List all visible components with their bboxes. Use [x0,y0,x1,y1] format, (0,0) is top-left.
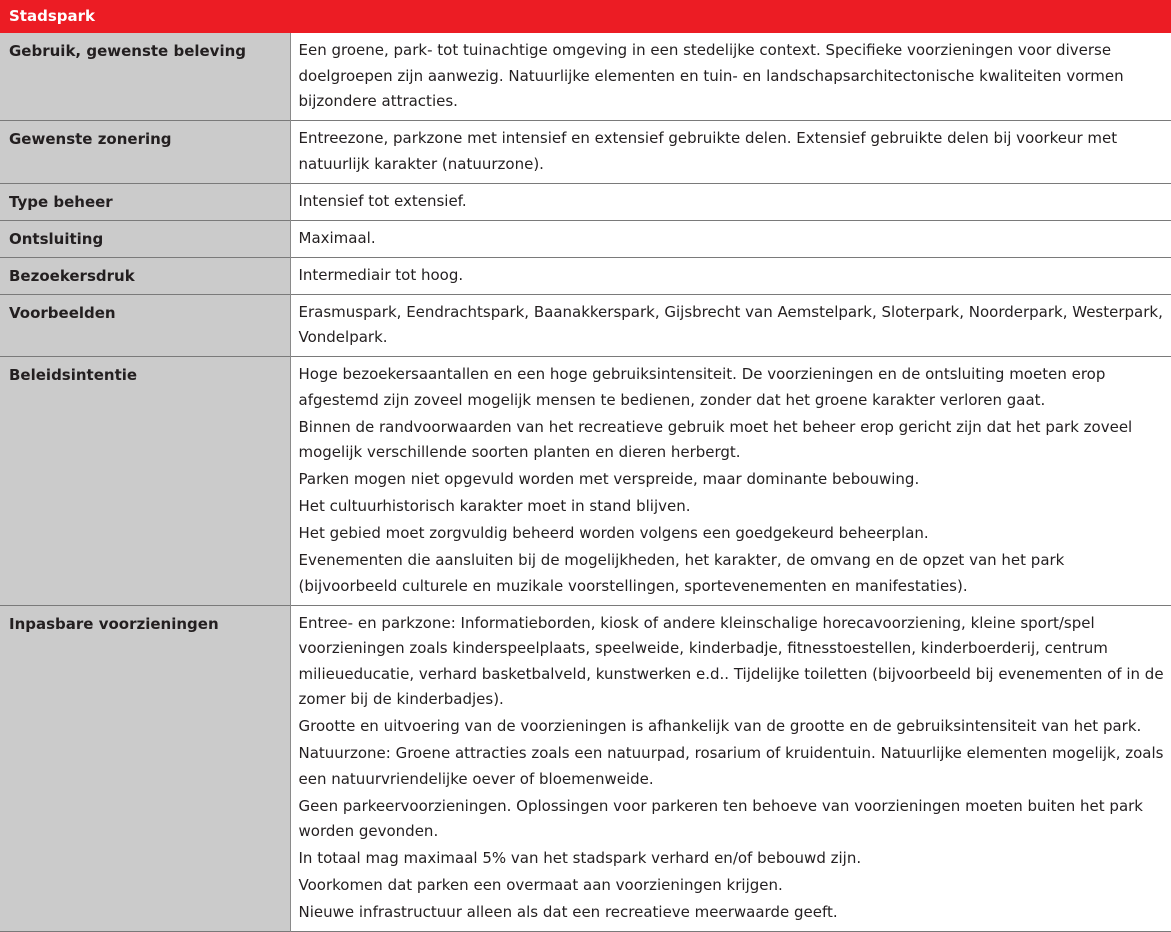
content-paragraph: Natuurzone: Groene attracties zoals een natuurpad, rosarium of kruidentuin. Natuurlijke elementen mogelijk, zoals een natuurvriendelijke oever of bloemenweide. [298,744,1164,788]
row-label: Beleidsintentie [0,357,290,606]
table-title: Stadspark [0,0,1171,33]
row-label: Ontsluiting [0,220,290,257]
row-content [290,257,1171,294]
table-row [0,121,1171,184]
row-content [290,357,1171,606]
table-row [0,294,1171,357]
content-paragraph: Intensief tot extensief. [298,191,467,210]
content-paragraph: Voorkomen dat parken een overmaat aan voorzieningen krijgen. [298,876,783,894]
content-paragraph: Nieuwe infrastructuur alleen als dat een recreatieve meerwaarde geeft. [298,903,838,921]
row-label: Bezoekersdruk [0,257,290,294]
content-paragraph: Een groene, park- tot tuinachtige omgeving in een stedelijke context. Specifieke voorzieningen voor diverse doelgroepen zijn aanwezig. Natuurlijke elementen en tuin- en landschapsarchitectonische kwaliteiten vormen bijzondere attracties. [298,41,1124,110]
row-label: Type beheer [0,183,290,220]
content-paragraph: Parken mogen niet opgevuld worden met verspreide, maar dominante bebouwing. [298,470,920,488]
content-paragraph: Grootte en uitvoering van de voorzieningen is afhankelijk van de grootte en de gebruiksintensiteit van het park. [298,717,1142,735]
content-paragraph: Het cultuurhistorisch karakter moet in stand blijven. [298,497,691,515]
content-paragraph: Intermediair tot hoog. [298,265,464,284]
table-row [0,33,1171,121]
row-label: Gebruik, gewenste beleving [0,33,290,121]
row-content [290,33,1171,121]
row-label: Inpasbare voorzieningen [0,605,290,932]
content-paragraph: Geen parkeervoorzieningen. Oplossingen voor parkeren ten behoeve van voorzieningen moeten buiten het park worden gevonden. [298,796,1143,840]
row-content [290,220,1171,257]
row-content [290,183,1171,220]
table-row [0,605,1171,932]
table-row [0,257,1171,294]
content-paragraph: In totaal mag maximaal 5% van het stadspark verhard en/of bebouwd zijn. [298,849,862,867]
content-paragraph: Entreezone, parkzone met intensief en extensief gebruikte delen. Extensief gebruikte delen bij voorkeur met natuurlijk karakter (natuurzone). [298,129,1118,173]
row-content [290,294,1171,357]
content-paragraph: Erasmuspark, Eendrachtspark, Baanakkerspark, Gijsbrecht van Aemstelpark, Sloterpark, Noorderpark, Westerpark, Vondelpark. [298,302,1163,346]
content-paragraph: Het gebied moet zorgvuldig beheerd worden volgens een goedgekeurd beheerplan. [298,524,929,542]
content-paragraph: Evenementen die aansluiten bij de mogelijkheden, het karakter, de omvang en de opzet van het park (bijvoorbeeld culturele en muzikale voorstellingen, sportevenementen en manifestaties). [298,551,1065,595]
row-label: Voorbeelden [0,294,290,357]
row-content [290,605,1171,932]
table-row [0,357,1171,606]
row-content [290,121,1171,184]
park-policy-table [0,33,1171,932]
content-paragraph: Entree- en parkzone: Informatieborden, kiosk of andere kleinschalige horecavoorziening, kleine sport/spel voorzieningen zoals kinderspeelplaats, speelweide, kinderbadje, fitnesstoestellen, kinderboerderij, centrum milieueducatie, verhard basketbalveld, kunstwerken e.d.. Tijdelijke toiletten (bijvoorbeeld bij evenementen of in de zomer bij de kinderbadjes). [298,613,1164,708]
row-label: Gewenste zonering [0,121,290,184]
content-paragraph: Hoge bezoekersaantallen en een hoge gebruiksintensiteit. De voorzieningen en de ontsluiting moeten erop afgestemd zijn zoveel mogelijk mensen te bedienen, zonder dat het groene karakter verloren gaat. [298,365,1106,409]
table-row [0,220,1171,257]
table-row [0,183,1171,220]
content-paragraph: Binnen de randvoorwaarden van het recreatieve gebruik moet het beheer erop gericht zijn dat het park zoveel mogelijk verschillende soorten planten en dieren herbergt. [298,417,1133,461]
content-paragraph: Maximaal. [298,228,376,247]
